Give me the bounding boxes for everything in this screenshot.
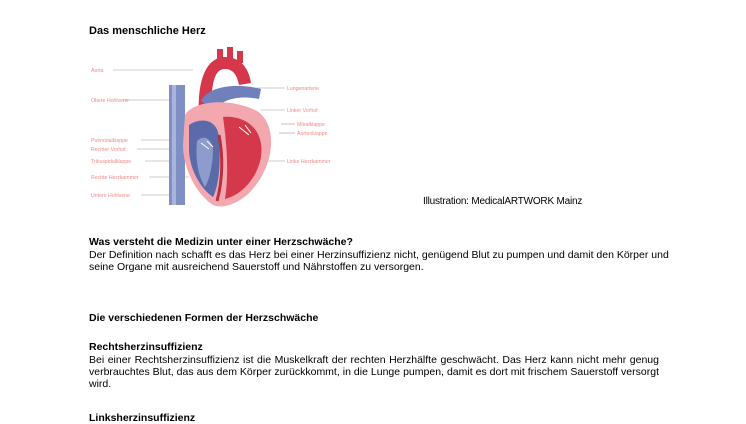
label-trikuspidalklappe: Trikuspidalklappe [91, 159, 132, 165]
label-aorta: Aorta [91, 68, 104, 74]
section4-heading: Linksherzinsuffizienz [89, 412, 196, 424]
section2-heading: Die verschiedenen Formen der Herzschwäche [89, 312, 319, 324]
page-title: Das menschliche Herz [89, 25, 206, 37]
heart-illustration [89, 45, 389, 215]
label-aortenklappe: Aortenklappe [297, 131, 328, 137]
label-linke-herzkammer: Linke Herzkammer [287, 159, 331, 165]
label-pulmonalklappe: Pulmonalklappe [91, 138, 128, 144]
label-untere-hohlvene: Untere Hohlvene [91, 193, 130, 199]
section3-text: Bei einer Rechtsherzinsuffizienz ist die Muskelkraft der rechten Herzhälfte geschwächt. Das Herz kann nicht mehr genug verbrauchtes Blut, das aus dem Körper zurückkommt, in die Lunge pumpen, damit es dort mit frischem Sauerstoff versorgt wird. [89, 354, 659, 390]
section3-heading: Rechtsherzinsuffizienz [89, 341, 203, 353]
label-lungenarterie: Lungenarterie [287, 86, 320, 92]
section1-heading: Was versteht die Medizin unter einer Herzschwäche? [89, 236, 353, 248]
vena-cava [169, 85, 185, 205]
label-obere-hohlvene: Obere Hohlvene [91, 98, 129, 104]
section1-text: Der Definition nach schafft es das Herz bei einer Herzinsuffizienz nicht, genügend Blut zu pumpen und damit den Körper und seine Organe mit ausreichend Sauerstoff und Nährstoffen zu versorgen. [89, 249, 669, 273]
label-mitralklappe: Mitralklappe [297, 122, 325, 128]
label-rechter-vorhof: Rechter Vorhof [91, 147, 126, 153]
label-rechte-herzkammer: Rechte Herzkammer [91, 175, 139, 181]
label-linker-vorhof: Linker Vorhof [287, 108, 318, 114]
illustration-credit: Illustration: MedicalARTWORK Mainz [423, 196, 583, 207]
